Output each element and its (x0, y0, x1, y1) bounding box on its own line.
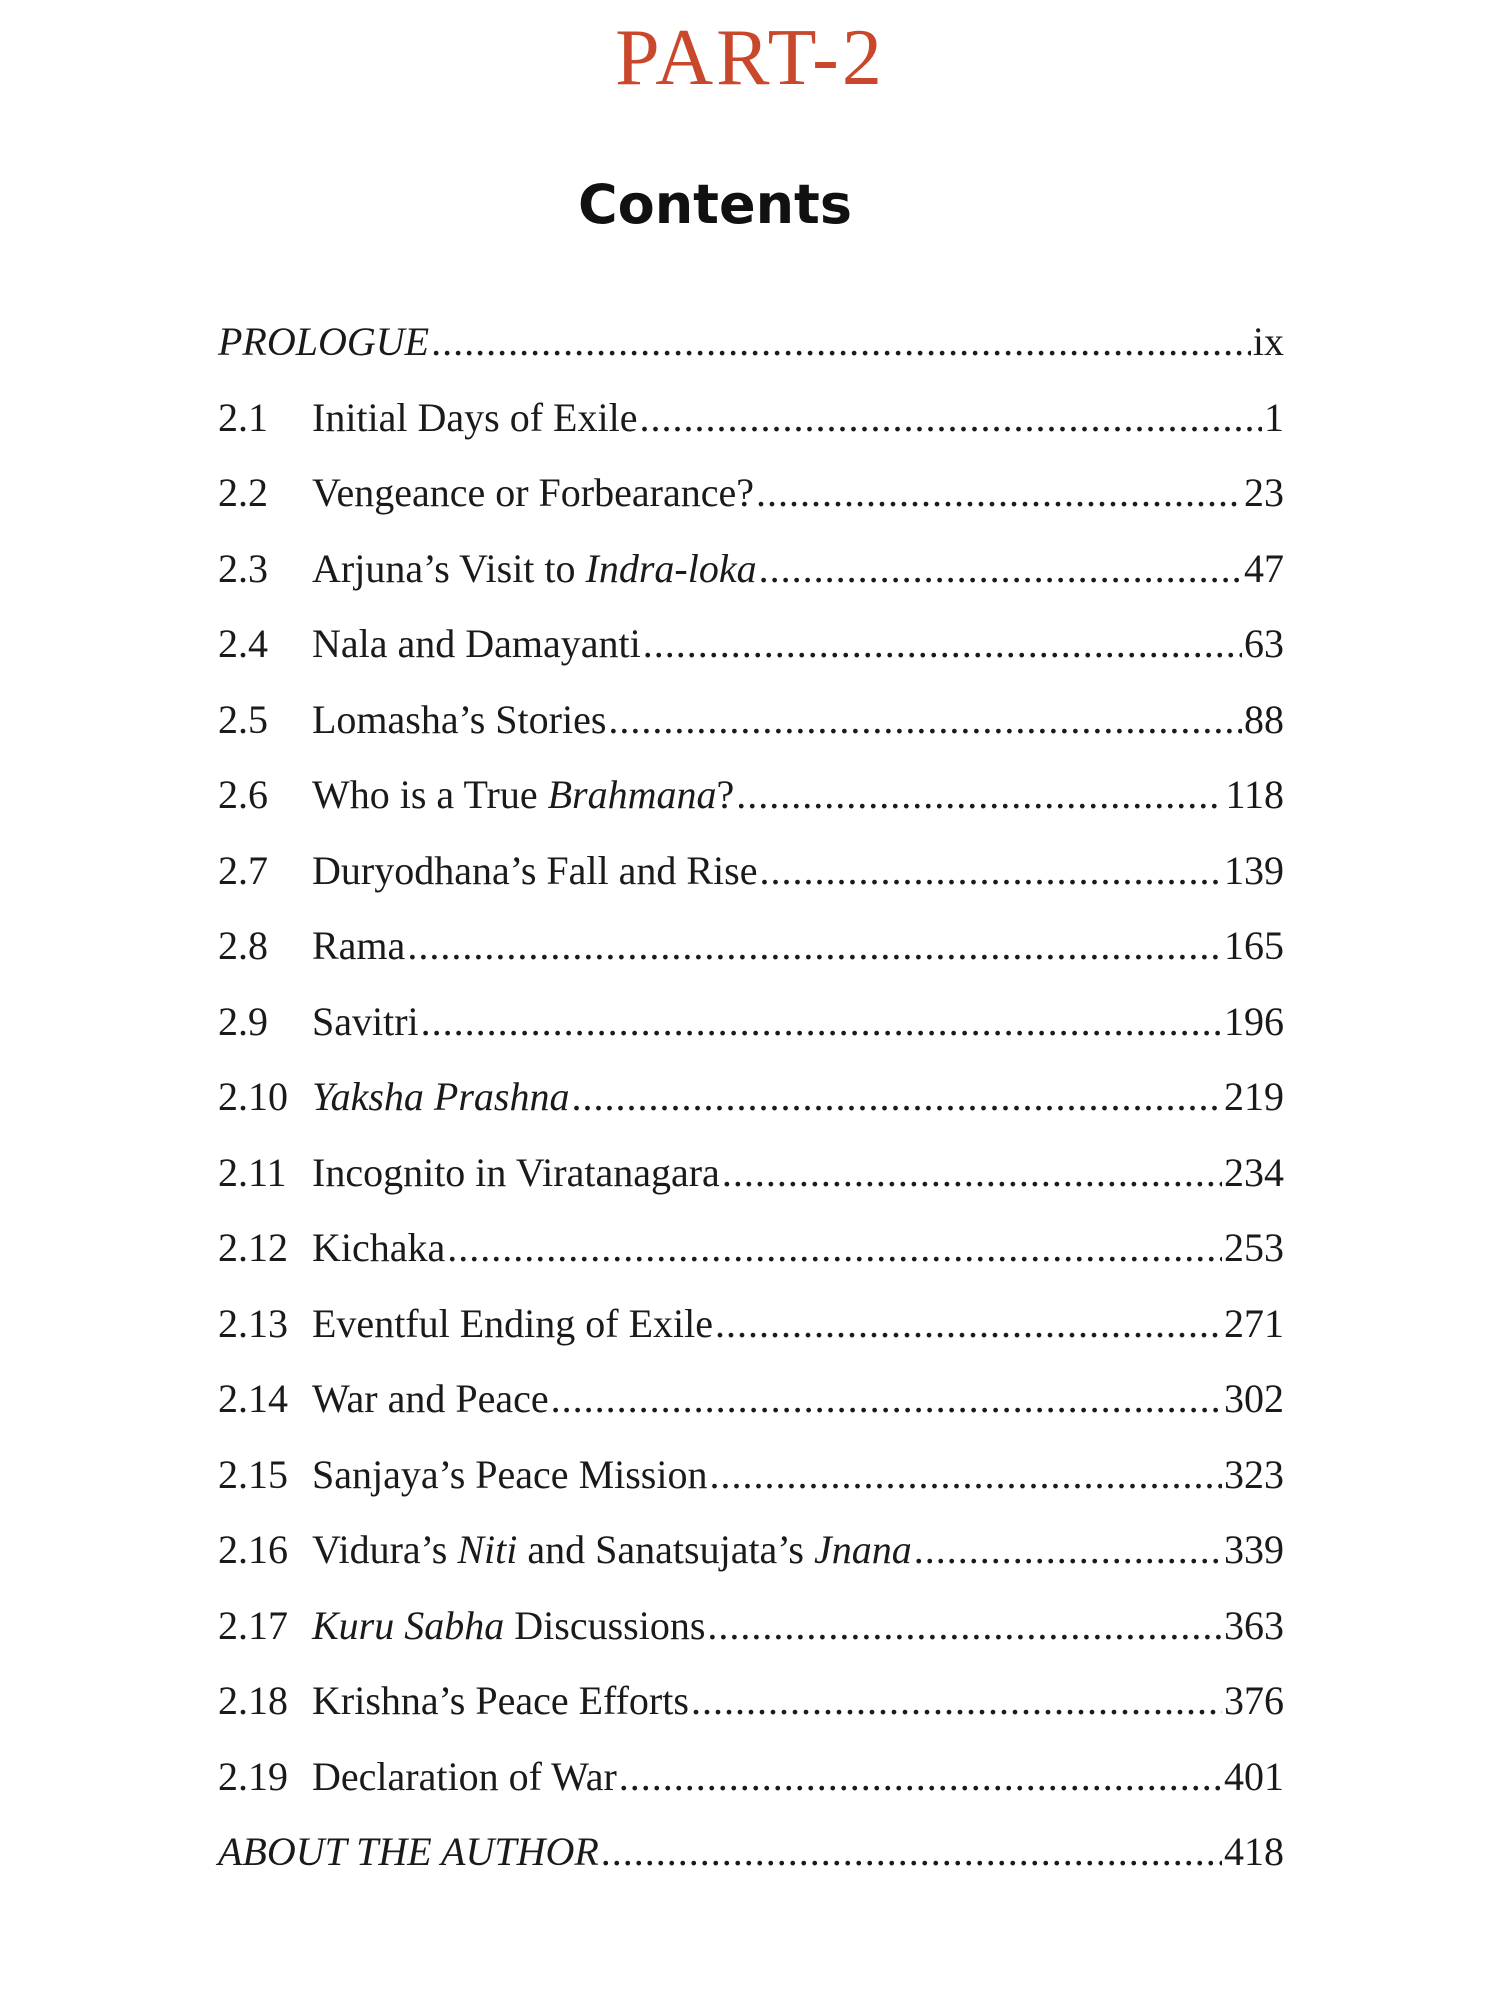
toc-entry-title (312, 469, 754, 517)
toc-entry-title-part: War and Peace (312, 1376, 549, 1421)
dot-leader (571, 1073, 1222, 1121)
toc-entry-number: 2.16 (218, 1527, 288, 1572)
toc-entry-title (312, 1149, 720, 1197)
toc-entry-title-part: Krishna’s Peace Efforts (312, 1678, 689, 1723)
toc-entry-number: 2.8 (218, 923, 268, 968)
toc-entry-title (312, 394, 637, 442)
toc-entry (218, 620, 1284, 696)
toc-entry-page: 23 (1244, 470, 1284, 515)
toc-entry-page: 139 (1224, 847, 1284, 893)
toc-entry-title-part: Who is a True (312, 772, 548, 817)
toc-entry-page: 196 (1224, 998, 1284, 1044)
toc-entry-title (312, 1526, 912, 1574)
toc-entry-page: 234 (1224, 1149, 1284, 1195)
toc-entry-title: ABOUT THE AUTHOR (218, 1829, 599, 1874)
toc-entry-title-part: Yaksha Prashna (312, 1074, 570, 1119)
toc-entry (218, 998, 1284, 1074)
toc-entry-number: 2.17 (218, 1602, 288, 1648)
toc-entry-title-part: and Sanatsujata’s (517, 1527, 814, 1572)
toc-entry-title-part: Brahmana (547, 772, 717, 817)
dot-leader (421, 998, 1222, 1046)
dot-leader (619, 1753, 1222, 1801)
toc-entry-page: 63 (1244, 621, 1284, 666)
toc-entry-title-part: Sanjaya’s Peace Mission (312, 1451, 708, 1497)
dot-leader (407, 922, 1222, 970)
toc-entry-number: 2.4 (218, 621, 268, 666)
toc-entry-title (312, 1375, 549, 1423)
dot-leader (722, 1149, 1222, 1197)
toc-entry-title (312, 771, 734, 819)
toc-entry (218, 1451, 1284, 1527)
dot-leader (601, 1828, 1222, 1876)
toc-entry (218, 394, 1284, 470)
toc-entry-number: 2.14 (218, 1376, 288, 1421)
toc-entry-number: 2.7 (218, 847, 268, 893)
toc-entry-title (312, 1602, 705, 1650)
toc-entry-title (312, 1753, 617, 1801)
toc-entry-number: 2.11 (218, 1149, 287, 1195)
toc-entry-number: 2.10 (218, 1074, 288, 1119)
toc-entry-number: 2.2 (218, 470, 268, 515)
dot-leader (639, 394, 1262, 442)
toc-entry (218, 922, 1284, 998)
toc-entry (218, 771, 1284, 847)
toc-entry-title: PROLOGUE (218, 319, 430, 364)
toc-entry-page: 253 (1224, 1225, 1284, 1270)
toc-entry-page: 271 (1224, 1300, 1284, 1346)
table-of-contents (218, 318, 1284, 1904)
toc-entry-title (312, 1073, 569, 1121)
toc-entry-title-part: Jnana (814, 1527, 912, 1572)
toc-entry-page: 219 (1224, 1074, 1284, 1119)
dot-leader (608, 696, 1242, 744)
toc-entry-page: ix (1252, 319, 1284, 364)
toc-entry-title (312, 1224, 445, 1272)
toc-entry (218, 1677, 1284, 1753)
toc-entry-title-part: Kichaka (312, 1225, 446, 1270)
toc-entry (218, 1753, 1284, 1829)
toc-entry-title-part: Incognito in Viratanagara (312, 1149, 720, 1195)
toc-entry-page: 323 (1224, 1451, 1284, 1497)
toc-entry (218, 1602, 1284, 1678)
dot-leader (431, 318, 1251, 366)
toc-entry-title-part: Eventful Ending of Exile (312, 1300, 714, 1346)
toc-entry-number: 2.1 (218, 394, 268, 440)
toc-entry-title-part: Duryodhana’s Fall and Rise (312, 847, 758, 893)
toc-entry (218, 1526, 1284, 1602)
toc-entry-title (312, 998, 419, 1046)
toc-entry-page: 418 (1224, 1829, 1284, 1874)
toc-entry (218, 545, 1284, 621)
toc-entry-number: 2.3 (218, 545, 268, 591)
toc-entry-title-part: Niti (457, 1527, 518, 1572)
toc-entry-title (312, 922, 405, 970)
contents-heading: Contents (577, 173, 852, 236)
toc-entry-title (312, 1677, 689, 1725)
toc-entry-number: 2.9 (218, 998, 268, 1044)
toc-entry-page: 401 (1224, 1753, 1284, 1799)
dot-leader (736, 771, 1223, 819)
toc-entry-page: 302 (1224, 1376, 1284, 1421)
dot-leader (759, 545, 1242, 593)
toc-entry-title-part: Kuru Sabha (312, 1602, 505, 1648)
part-title: PART-2 (615, 14, 885, 102)
dot-leader (914, 1526, 1222, 1574)
toc-entry-title-part: ? (716, 772, 735, 817)
toc-entry-number: 2.18 (218, 1678, 288, 1723)
toc-entry (218, 1073, 1284, 1149)
toc-entry-title-part: Declaration of War (312, 1753, 617, 1799)
toc-entry-number: 2.5 (218, 696, 268, 742)
dot-leader (715, 1300, 1222, 1348)
toc-entry-number: 2.12 (218, 1225, 288, 1270)
toc-entry-page: 118 (1225, 772, 1284, 817)
toc-entry-page: 88 (1244, 696, 1284, 742)
toc-entry-title-part: Discussions (504, 1602, 706, 1648)
toc-entry (218, 469, 1284, 545)
toc-entry-title (312, 1451, 708, 1499)
dot-leader (707, 1602, 1222, 1650)
dot-leader (447, 1224, 1222, 1272)
dot-leader (710, 1451, 1223, 1499)
toc-entry-title (312, 696, 606, 744)
toc-entry (218, 1300, 1284, 1376)
toc-entry (218, 1828, 1284, 1904)
toc-entry-page: 1 (1264, 394, 1284, 440)
dot-leader (551, 1375, 1222, 1423)
toc-entry-title (312, 620, 641, 668)
toc-entry-number: 2.15 (218, 1451, 288, 1497)
dot-leader (756, 469, 1242, 517)
toc-entry-title-part: Indra-loka (585, 545, 757, 591)
toc-entry-title-part: Lomasha’s Stories (312, 696, 607, 742)
toc-entry (218, 1224, 1284, 1300)
toc-entry (218, 1375, 1284, 1451)
toc-entry-number: 2.19 (218, 1753, 288, 1799)
toc-entry (218, 318, 1284, 394)
toc-entry-title-part: Savitri (312, 998, 419, 1044)
toc-entry-number: 2.13 (218, 1300, 288, 1346)
toc-entry-title (312, 545, 757, 593)
toc-entry-title-part: Arjuna’s Visit to (312, 545, 586, 591)
toc-entry-page: 339 (1224, 1527, 1284, 1572)
toc-entry-title-part: Nala and Damayanti (312, 621, 641, 666)
toc-entry-title-part: Vidura’s (312, 1527, 458, 1572)
dot-leader (643, 620, 1242, 668)
toc-entry (218, 847, 1284, 923)
toc-entry-page: 165 (1224, 923, 1284, 968)
dot-leader (691, 1677, 1222, 1725)
toc-entry-page: 376 (1224, 1678, 1284, 1723)
toc-entry-number: 2.6 (218, 772, 268, 817)
toc-entry (218, 1149, 1284, 1225)
toc-entry-title-part: Vengeance or Forbearance? (312, 470, 754, 515)
toc-entry-page: 47 (1244, 545, 1284, 591)
toc-entry-title-part: Rama (312, 923, 406, 968)
toc-entry-title-part: Initial Days of Exile (312, 394, 638, 440)
dot-leader (760, 847, 1223, 895)
toc-entry (218, 696, 1284, 772)
toc-entry-title (312, 847, 758, 895)
toc-entry-title (312, 1300, 713, 1348)
toc-entry-page: 363 (1224, 1602, 1284, 1648)
